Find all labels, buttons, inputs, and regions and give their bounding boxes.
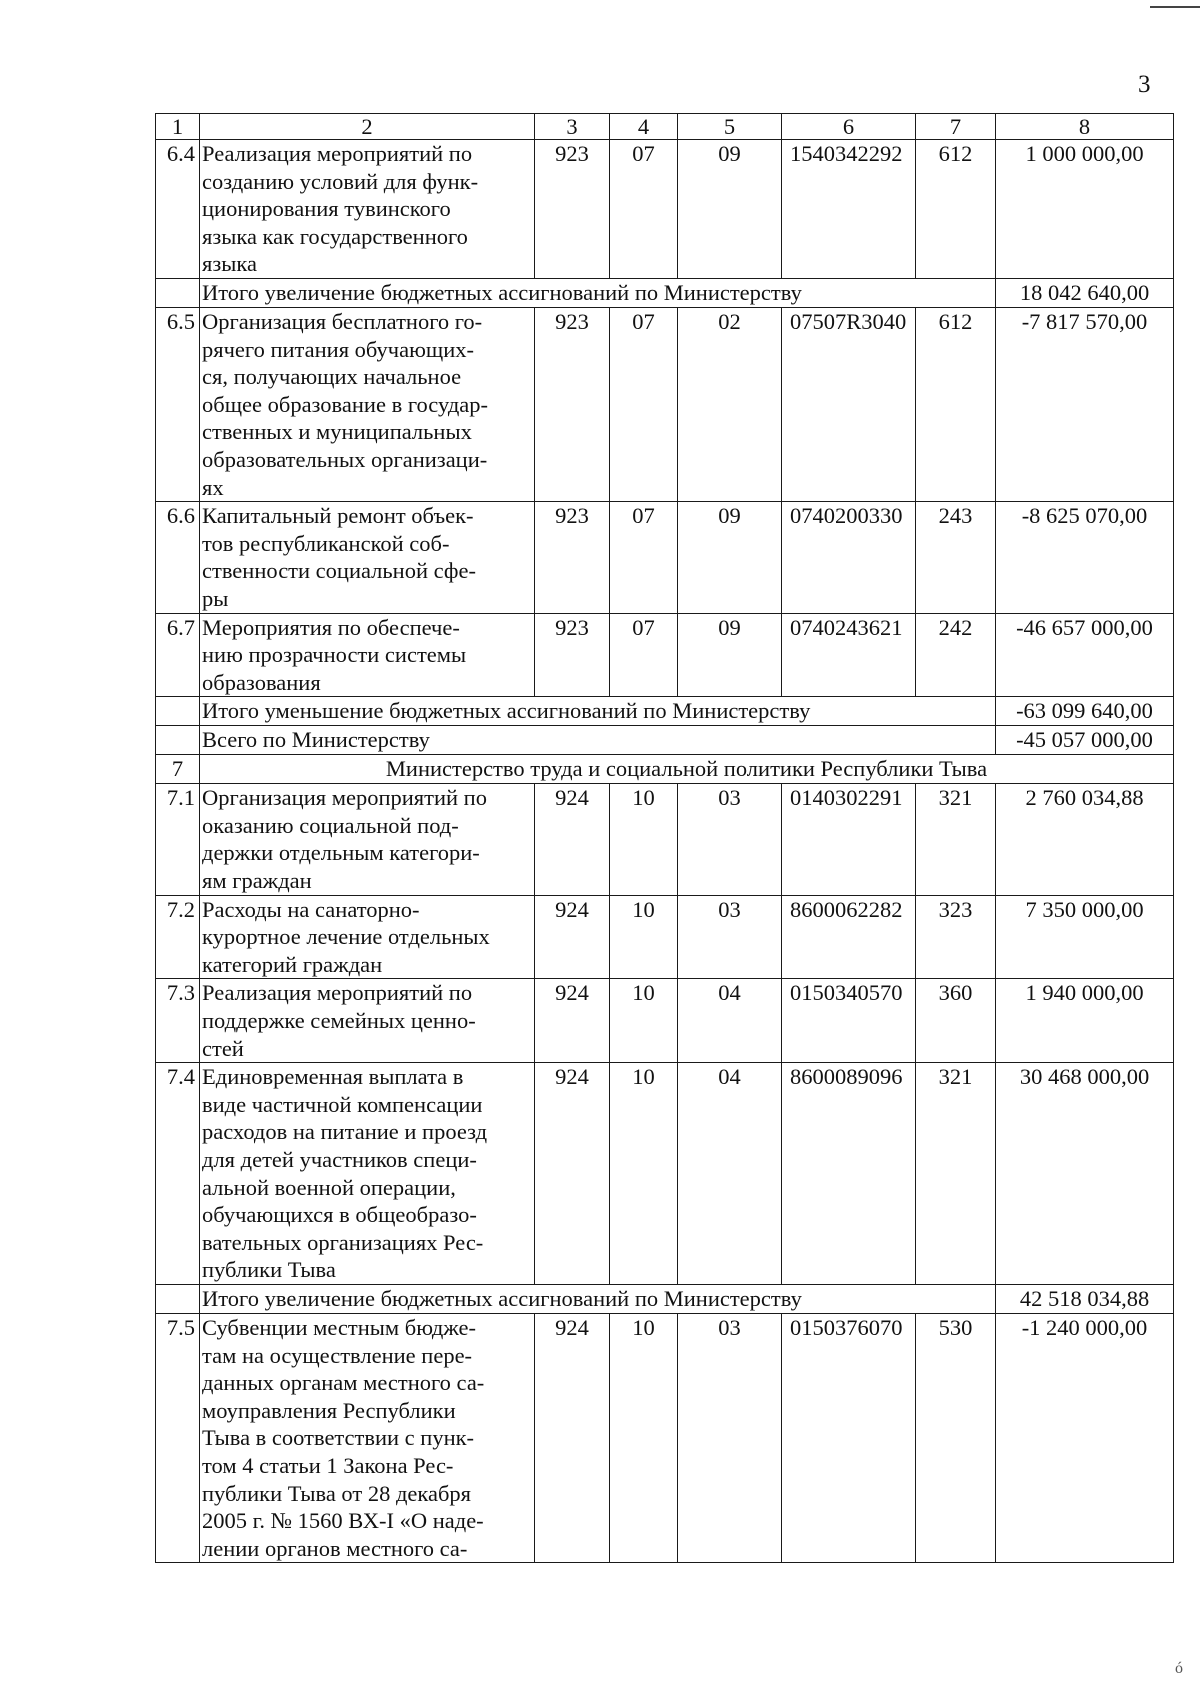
- row-number: 6.4: [156, 140, 200, 279]
- row-number: 7.2: [156, 895, 200, 979]
- row-amount: 2 760 034,88: [996, 784, 1174, 895]
- total-row: [156, 726, 1174, 755]
- column-header: 6: [782, 114, 916, 140]
- row-number: 6.5: [156, 307, 200, 501]
- table-row: [156, 1063, 1174, 1285]
- row-subsection-code: 04: [678, 1063, 782, 1285]
- row-expense-type: 360: [916, 979, 996, 1063]
- row-ministry-code: 924: [535, 895, 610, 979]
- row-amount: -1 240 000,00: [996, 1313, 1174, 1562]
- row-target-article: 0150340570: [782, 979, 916, 1063]
- column-header: 4: [610, 114, 678, 140]
- row-number-empty: [156, 726, 200, 755]
- total-amount: 18 042 640,00: [996, 278, 1174, 307]
- row-target-article: 1540342292: [782, 140, 916, 279]
- table-row: [156, 140, 1174, 279]
- row-description: Организация бесплатного го- рячего питания обучающих- ся, получающих начальное общее образование в государ- ственных и муниципальных образовательных организаци- ях: [200, 307, 535, 501]
- row-amount: -46 657 000,00: [996, 613, 1174, 697]
- table-row: [156, 502, 1174, 613]
- row-section-code: 07: [610, 140, 678, 279]
- row-ministry-code: 924: [535, 1063, 610, 1285]
- total-row: [156, 697, 1174, 726]
- row-section-code: 07: [610, 502, 678, 613]
- column-header: 8: [996, 114, 1174, 140]
- row-description: Единовременная выплата в виде частичной компенсации расходов на питание и проезд для детей участников специ- альной военной операции, обучающихся в общеобразо- вательных организациях Рес- публики Тыва: [200, 1063, 535, 1285]
- row-description: Расходы на санаторно- курортное лечение отдельных категорий граждан: [200, 895, 535, 979]
- total-label: Итого уменьшение бюджетных ассигнований по Министерству: [200, 697, 996, 726]
- row-ministry-code: 923: [535, 140, 610, 279]
- scan-edge-mark: [1150, 6, 1200, 8]
- row-section-code: 10: [610, 895, 678, 979]
- row-number: 7.5: [156, 1313, 200, 1562]
- column-header: 5: [678, 114, 782, 140]
- row-ministry-code: 924: [535, 1313, 610, 1562]
- row-description: Реализация мероприятий по созданию условий для функ- ционирования тувинского языка как государственного языка: [200, 140, 535, 279]
- row-expense-type: 321: [916, 1063, 996, 1285]
- row-section-code: 10: [610, 979, 678, 1063]
- row-subsection-code: 04: [678, 979, 782, 1063]
- row-expense-type: 242: [916, 613, 996, 697]
- row-target-article: 8600062282: [782, 895, 916, 979]
- row-amount: -8 625 070,00: [996, 502, 1174, 613]
- row-ministry-code: 924: [535, 979, 610, 1063]
- table-row: [156, 307, 1174, 501]
- row-amount: 1 000 000,00: [996, 140, 1174, 279]
- row-number: 6.7: [156, 613, 200, 697]
- row-amount: 30 468 000,00: [996, 1063, 1174, 1285]
- column-header: 1: [156, 114, 200, 140]
- column-header: 2: [200, 114, 535, 140]
- row-number-empty: [156, 1284, 200, 1313]
- column-header: 7: [916, 114, 996, 140]
- total-row: [156, 1284, 1174, 1313]
- ministry-name: Министерство труда и социальной политики Республики Тыва: [200, 755, 1174, 784]
- row-description: Субвенции местным бюдже- там на осуществление пере- данных органам местного са- моуправления Республики Тыва в соответствии с пунк- том 4 статьи 1 Закона Рес- публики Тыва от 28 декабря 2005 г. № 1560 ВХ-I «О наде- лении органов местного са-: [200, 1313, 535, 1562]
- row-amount: -7 817 570,00: [996, 307, 1174, 501]
- row-target-article: 07507R3040: [782, 307, 916, 501]
- row-number: 7.4: [156, 1063, 200, 1285]
- total-amount: -63 099 640,00: [996, 697, 1174, 726]
- row-description: Капитальный ремонт объек- тов республиканской соб- ственности социальной сфе- ры: [200, 502, 535, 613]
- column-header: 3: [535, 114, 610, 140]
- table-row: [156, 895, 1174, 979]
- row-ministry-code: 924: [535, 784, 610, 895]
- corner-mark: ó: [1175, 1660, 1183, 1677]
- row-target-article: 0150376070: [782, 1313, 916, 1562]
- row-target-article: 8600089096: [782, 1063, 916, 1285]
- row-expense-type: 612: [916, 307, 996, 501]
- row-target-article: 0740243621: [782, 613, 916, 697]
- ministry-header-row: [156, 755, 1174, 784]
- row-subsection-code: 02: [678, 307, 782, 501]
- total-label: Итого увеличение бюджетных ассигнований по Министерству: [200, 1284, 996, 1313]
- row-expense-type: 323: [916, 895, 996, 979]
- row-description: Организация мероприятий по оказанию социальной под- держки отдельным категори- ям граждан: [200, 784, 535, 895]
- row-description: Реализация мероприятий по поддержке семейных ценно- стей: [200, 979, 535, 1063]
- total-row: [156, 278, 1174, 307]
- total-label: Всего по Министерству: [200, 726, 996, 755]
- budget-allocation-table: [155, 113, 1174, 1563]
- row-expense-type: 530: [916, 1313, 996, 1562]
- row-amount: 1 940 000,00: [996, 979, 1174, 1063]
- row-subsection-code: 09: [678, 502, 782, 613]
- table-row: [156, 1313, 1174, 1562]
- row-subsection-code: 09: [678, 140, 782, 279]
- row-expense-type: 612: [916, 140, 996, 279]
- row-amount: 7 350 000,00: [996, 895, 1174, 979]
- row-ministry-code: 923: [535, 613, 610, 697]
- row-ministry-code: 923: [535, 307, 610, 501]
- row-section-code: 10: [610, 784, 678, 895]
- row-target-article: 0140302291: [782, 784, 916, 895]
- row-section-code: 07: [610, 613, 678, 697]
- row-subsection-code: 03: [678, 1313, 782, 1562]
- page-number: 3: [1138, 71, 1151, 98]
- row-expense-type: 243: [916, 502, 996, 613]
- ministry-number: 7: [156, 755, 200, 784]
- row-section-code: 07: [610, 307, 678, 501]
- column-number-row: [156, 114, 1174, 140]
- row-expense-type: 321: [916, 784, 996, 895]
- row-number-empty: [156, 697, 200, 726]
- row-subsection-code: 09: [678, 613, 782, 697]
- table-row: [156, 784, 1174, 895]
- total-label: Итого увеличение бюджетных ассигнований по Министерству: [200, 278, 996, 307]
- row-number: 7.1: [156, 784, 200, 895]
- row-section-code: 10: [610, 1063, 678, 1285]
- row-number-empty: [156, 278, 200, 307]
- row-ministry-code: 923: [535, 502, 610, 613]
- total-amount: -45 057 000,00: [996, 726, 1174, 755]
- table-row: [156, 979, 1174, 1063]
- row-section-code: 10: [610, 1313, 678, 1562]
- row-target-article: 0740200330: [782, 502, 916, 613]
- row-description: Мероприятия по обеспече- нию прозрачности системы образования: [200, 613, 535, 697]
- row-subsection-code: 03: [678, 895, 782, 979]
- row-subsection-code: 03: [678, 784, 782, 895]
- row-number: 6.6: [156, 502, 200, 613]
- table-row: [156, 613, 1174, 697]
- row-number: 7.3: [156, 979, 200, 1063]
- total-amount: 42 518 034,88: [996, 1284, 1174, 1313]
